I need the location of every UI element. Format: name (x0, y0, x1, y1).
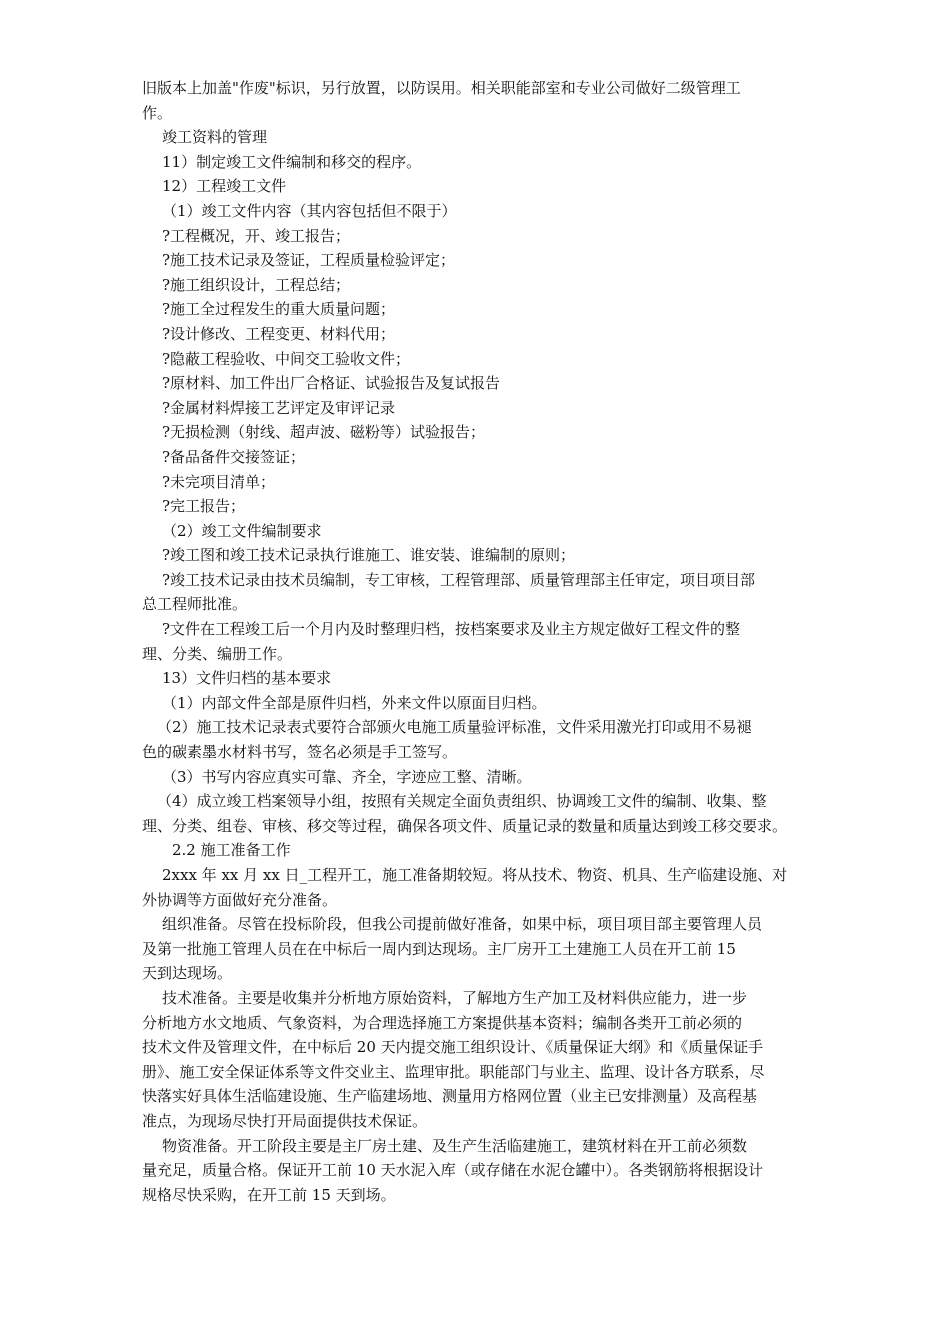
text-line: （4）成立竣工档案领导小组，按照有关规定全面负责组织、协调竣工文件的编制、收集、整 (157, 792, 767, 811)
text-line: 规格尽快采购，在开工前 15 天到场。 (142, 1185, 396, 1204)
text-line: 色的碳素墨水材料书写，签名必须是手工签写。 (142, 743, 458, 762)
text-line: 2.2 施工准备工作 (172, 841, 291, 860)
text-line: 总工程师批准。 (142, 595, 248, 614)
text-line: ?竣工技术记录由技术员编制，专工审核，工程管理部、质量管理部主任审定，项目项目部 (162, 570, 756, 589)
text-line: 竣工资料的管理 (162, 128, 268, 147)
text-line: （3）书写内容应真实可靠、齐全，字迹应工整、清晰。 (162, 767, 532, 786)
text-line: 册》、施工安全保证体系等文件交业主、监理审批。职能部门与业主、监理、设计各方联系，尽 (142, 1062, 765, 1081)
text-line: 理、分类、编册工作。 (142, 644, 293, 663)
text-line: （2）施工技术记录表式要符合部颁火电施工质量验评标准，文件采用激光打印或用不易褪 (157, 718, 752, 737)
text-line: 组织准备。尽管在投标阶段，但我公司提前做好准备，如果中标，项目项目部主要管理人员 (162, 915, 763, 934)
text-line: 理、分类、组卷、审核、移交等过程，确保各项文件、质量记录的数量和质量达到竣工移交要求。 (142, 816, 788, 835)
text-line: 天到达现场。 (142, 964, 233, 983)
text-line: （1）内部文件全部是原件归档，外来文件以原面目归档。 (162, 693, 547, 712)
text-line: ?隐蔽工程验收、中间交工验收文件； (162, 349, 411, 368)
text-line: ?设计修改、工程变更、材料代用； (162, 324, 396, 343)
text-line: 12）工程竣工文件 (162, 177, 287, 196)
document-body (142, 76, 808, 1207)
text-line: 13）文件归档的基本要求 (162, 669, 332, 688)
text-line: 快落实好具体生活临建设施、生产临建场地、测量用方格网位置（业主已安排测量）及高程基 (142, 1087, 758, 1106)
text-line: 技术文件及管理文件，在中标后 20 天内提交施工组织设计、《质量保证大纲》和《质量保证手 (142, 1038, 764, 1057)
text-line: ?完工报告； (162, 497, 246, 516)
text-line: ?工程概况，开、竣工报告； (162, 226, 351, 245)
text-line: 及第一批施工管理人员在在中标后一周内到达现场。主厂房开工土建施工人员在开工前 15 (142, 939, 736, 958)
text-line: 准点，为现场尽快打开局面提供技术保证。 (142, 1111, 428, 1130)
text-line: ?竣工图和竣工技术记录执行谁施工、谁安装、谁编制的原则； (162, 546, 576, 565)
text-line: ?无损检测（射线、超声波、磁粉等）试验报告； (162, 423, 486, 442)
text-line: 技术准备。主要是收集并分析地方原始资料，了解地方生产加工及材料供应能力，进一步 (162, 988, 748, 1007)
text-line: ?施工全过程发生的重大质量问题； (162, 300, 396, 319)
text-line: ?金属材料焊接工艺评定及审评记录 (162, 398, 396, 417)
text-line: 旧版本上加盖"作废"标识，另行放置，以防误用。相关职能部室和专业公司做好二级管理工 (142, 79, 741, 97)
text-line: ?备品备件交接签证； (162, 447, 306, 466)
text-line: 分析地方水文地质、气象资料，为合理选择施工方案提供基本资料；编制各类开工前必须的 (142, 1013, 743, 1032)
text-line: 作。 (142, 103, 173, 122)
text-line: ?施工组织设计，工程总结； (162, 275, 351, 294)
text-line: 2xxx 年 xx 月 xx 日_工程开工，施工准备期较短。将从技术、物资、机具、生产临建设施、对 (162, 866, 788, 884)
text-line: 11）制定竣工文件编制和移交的程序。 (162, 152, 422, 171)
text-line: ?未完项目清单； (162, 472, 276, 491)
text-line: （1）竣工文件内容（其内容包括但不限于） (162, 201, 457, 220)
text-line: 量充足，质量合格。保证开工前 10 天水泥入库（或存储在水泥仓罐中）。各类钢筋将根据设计 (142, 1161, 764, 1180)
text-line: ?文件在工程竣工后一个月内及时整理归档，按档案要求及业主方规定做好工程文件的整 (162, 620, 741, 639)
text-line: 物资准备。开工阶段主要是主厂房土建、及生产生活临建施工，建筑材料在开工前必须数 (162, 1136, 748, 1155)
text-line: ?施工技术记录及签证，工程质量检验评定； (162, 251, 456, 270)
text-line: 外协调等方面做好充分准备。 (142, 890, 338, 909)
text-line: （2）竣工文件编制要求 (162, 521, 322, 540)
text-line: ?原材料、加工件出厂合格证、试验报告及复试报告 (162, 374, 501, 393)
